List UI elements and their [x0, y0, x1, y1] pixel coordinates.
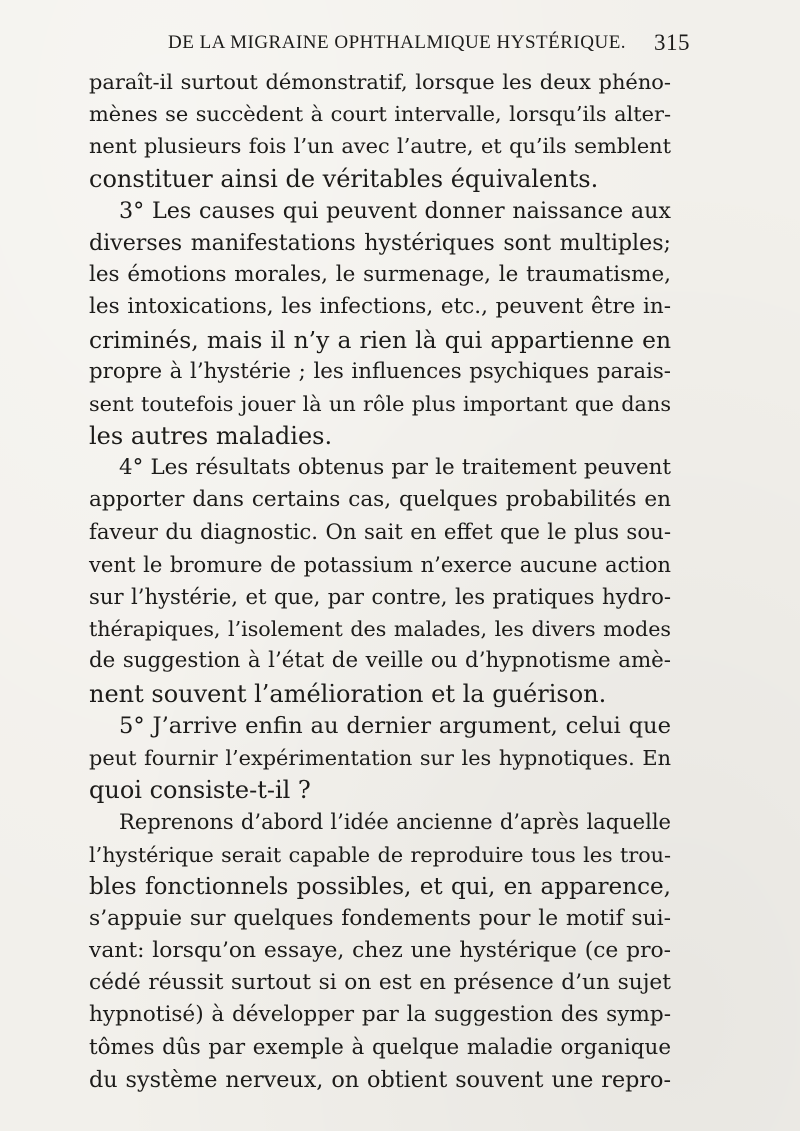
text-line: faveur du diagnostic. On sait en effet que le plus sou- — [89, 519, 671, 545]
text-line: les intoxications, les infections, etc., peuvent être in- — [89, 294, 671, 320]
text-line: de suggestion à l’état de veille ou d’hypnotisme amè- — [89, 648, 671, 674]
text-line: hypnotisé) à développer par la suggestion des symp- — [89, 1002, 671, 1028]
text-line: quoi consiste-t-il ? — [89, 776, 311, 805]
text-line: vent le bromure de potassium n’exerce aucune action — [89, 551, 671, 577]
text-line: constituer ainsi de véritables équivalents. — [89, 164, 599, 193]
text-line: 5° J’arrive enfin au dernier argument, celui que — [119, 712, 671, 739]
text-line: sent toutefois jouer là un rôle plus important que dans — [89, 391, 671, 416]
running-head — [168, 30, 690, 60]
text-line: 3° Les causes qui peuvent donner naissance aux — [119, 197, 671, 224]
text-line: les émotions morales, le surmenage, le traumatisme, — [89, 262, 671, 288]
text-line: 4° Les résultats obtenus par le traitement peuvent — [119, 455, 671, 481]
text-line: apporter dans certains cas, quelques probabilités en — [89, 487, 671, 513]
text-line: s’appuie sur quelques fondements pour le motif sui- — [89, 905, 671, 931]
text-line: nent plusieurs fois l’un avec l’autre, et qu’ils semblent — [89, 134, 671, 159]
text-line: l’hystérique serait capable de reproduire tous les trou- — [89, 842, 671, 867]
text-line: peut fournir l’expérimentation sur les hypnotiques. En — [89, 745, 671, 770]
text-line: propre à l’hystérie ; les influences psychiques parais- — [89, 358, 671, 384]
running-title: DE LA MIGRAINE OPHTHALMIQUE HYSTÉRIQUE. — [168, 32, 627, 53]
text-line: sur l’hystérie, et que, par contre, les pratiques hydro- — [89, 584, 671, 609]
text-line: thérapiques, l’isolement des malades, les divers modes — [89, 617, 671, 642]
body-text — [89, 66, 671, 1096]
text-line: du système nerveux, on obtient souvent une repro- — [89, 1066, 671, 1093]
text-line: nent souvent l’amélioration et la guérison. — [89, 679, 607, 708]
text-line: Reprenons d’abord l’idée ancienne d’après laquelle — [119, 809, 671, 835]
text-line: les autres maladies. — [89, 422, 333, 451]
text-line: bles fonctionnels possibles, et qui, en apparence, — [89, 873, 671, 900]
text-line: criminés, mais il n’y a rien là qui appartienne en — [89, 325, 671, 354]
text-line: paraît-il surtout démonstratif, lorsque les deux phéno- — [89, 70, 671, 94]
text-line: vant: lorsqu’on essaye, chez une hystérique (ce pro- — [89, 938, 671, 964]
text-line: tômes dûs par exemple à quelque maladie organique — [89, 1034, 671, 1060]
text-line: cédé réussit surtout si on est en présence d’un sujet — [89, 970, 671, 996]
text-line: diverses manifestations hystériques sont multiples; — [89, 229, 671, 256]
page-number: 315 — [654, 30, 690, 55]
text-line: mènes se succèdent à court intervalle, lorsqu’ils alter- — [89, 102, 671, 127]
